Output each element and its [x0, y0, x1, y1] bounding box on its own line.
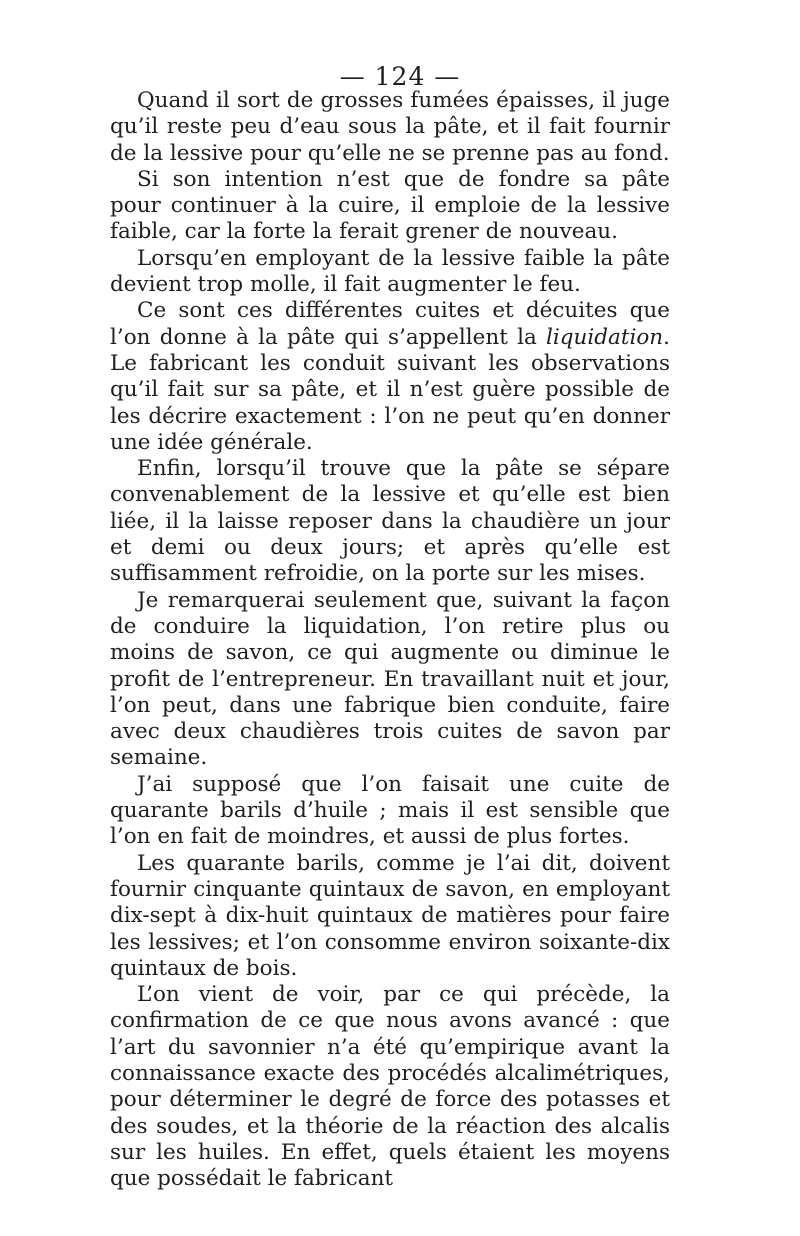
paragraph-1: Quand il sort de grosses fumées épaisses, il juge qu’il reste peu d’eau sous la pâte, et il fait fournir de la lessive pour qu’elle ne se prenne pas au fond.: [110, 88, 670, 166]
paragraph-7: J’ai supposé que l’on faisait une cuite de quarante barils d’huile ; mais il est sensible que l’on en fait de moindres, et aussi de plus fortes.: [110, 771, 670, 850]
paragraph-4: [110, 298, 670, 456]
paragraph-6: Je remarquerai seulement que, suivant la façon de conduire la liquidation, l’on retire plus ou moins de savon, ce qui augmente ou diminue le profit de l’entrepreneur. En travaillant nuit et jour, l’on peut, dans une fabrique bien conduite, faire avec deux chaudières trois cuites de savon par semaine.: [110, 587, 670, 771]
paragraph-4-text-before: Ce sont ces différentes cuites et décuites que l’on donne à la pâte qui s’appellent la: [110, 298, 670, 350]
paragraph-8: Les quarante barils, comme je l’ai dit, doivent fournir cinquante quintaux de savon, en employant dix-sept à dix-huit quintaux de matières pour faire les lessives; et l’on consomme environ soixante-dix quintaux de bois.: [110, 850, 670, 981]
paragraph-3: Lorsqu’en employant de la lessive faible la pâte devient trop molle, il fait augmenter le feu.: [110, 245, 670, 298]
paragraph-9: L’on vient de voir, par ce qui précède, la confirmation de ce que nous avons avancé : que l’art du savonnier n’a été qu’empirique avant la connaissance exacte des procédés alcalimétriques, pour déterminer le degré de force des potasses et des soudes, et la théorie de la réaction des alcalis sur les huiles. En effet, quels étaient les moyens que possédait le fabricant: [110, 982, 670, 1192]
paragraph-2: Si son intention n’est que de fondre sa pâte pour continuer à la cuire, il emploie de la lessive faible, car la forte la ferait grener de nouveau.: [110, 166, 670, 245]
paragraph-5: Enfin, lorsqu’il trouve que la pâte se sépare convenablement de la lessive et qu’elle est bien liée, il la laisse reposer dans la chaudière un jour et demi ou deux jours; et après qu’elle est suffisamment refroidie, on la porte sur les mises.: [110, 456, 670, 587]
paragraph-4-text-after: . Le fabricant les conduit suivant les observations qu’il fait sur sa pâte, et il n’est guère possible de les décrire exactement : l’on ne peut qu’en donner une idée générale.: [110, 324, 670, 455]
italic-term-liquidation: liquidation: [546, 324, 664, 350]
page-number: — 124 —: [339, 62, 461, 91]
body-text: [110, 88, 670, 1192]
